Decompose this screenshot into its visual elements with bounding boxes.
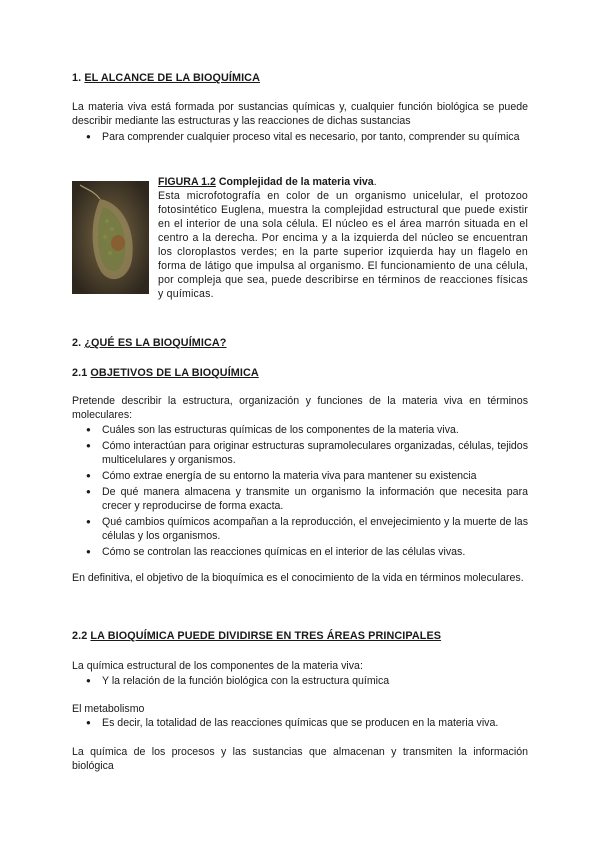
- section-title: ¿QUÉ ES LA BIOQUÍMICA?: [84, 337, 227, 349]
- area-3-text: La química de los procesos y las sustancias que almacenan y transmiten la información biológica: [72, 746, 528, 772]
- list-item: ● Es decir, la totalidad de las reacciones químicas que se producen en la materia viva.: [72, 716, 528, 730]
- euglena-micrograph-image: [72, 181, 149, 294]
- section-1-bullet-list: [72, 130, 528, 144]
- area-2-bullet-list: [72, 716, 528, 730]
- section-2-1-heading: [72, 366, 528, 380]
- list-item: ● Cómo interactúan para originar estructuras supramoleculares organizadas, células, tejidos multicelulares y organismos.: [72, 439, 528, 467]
- section-number: 2.: [72, 337, 82, 349]
- section-number: 2.1: [72, 367, 88, 379]
- list-item: ● Para comprender cualquier proceso vital es necesario, por tanto, comprender su química: [72, 130, 528, 144]
- figure-label: FIGURA 1.2: [158, 176, 216, 188]
- area-1-bullet-list: [72, 674, 528, 688]
- list-item: ● Cuáles son las estructuras químicas de los componentes de la materia viva.: [72, 423, 528, 437]
- section-2-1-conclusion: En definitiva, el objetivo de la bioquímica es el conocimiento de la vida en términos moleculares.: [72, 572, 524, 584]
- list-item: ● Cómo extrae energía de su entorno la materia viva para mantener su existencia: [72, 469, 528, 483]
- section-number: 2.2: [72, 630, 88, 642]
- section-2-heading: [72, 336, 528, 350]
- list-item: ● De qué manera almacena y transmite un organismo la información que necesita para crecer y reproducirse de forma exacta.: [72, 485, 528, 513]
- section-2-2-heading: [72, 629, 528, 643]
- euglena-micrograph-icon: [72, 181, 149, 294]
- section-1-heading: [72, 71, 528, 85]
- figure-title-text: Complejidad de la materia viva: [218, 176, 374, 188]
- section-title: LA BIOQUÍMICA PUEDE DIVIDIRSE EN TRES ÁREAS PRINCIPALES: [90, 630, 442, 642]
- figure-caption-block: [158, 175, 528, 301]
- figure-title: [158, 175, 528, 189]
- area-2-text: El metabolismo: [72, 703, 145, 715]
- figure-title-end: .: [373, 176, 377, 188]
- figure-caption: Esta microfotografía en color de un organismo unicelular, el protozoo fotosintético Euglena, muestra la complejidad estructural que puede existir en el interior de una sola célula. El núcleo es el área marrón situada en el centro a la derecha. Por encima y a la izquierda del núcleo se encuentran los cloroplastos verdes; en la parte superior izquierda hay un flagelo en forma de látigo que impulsa al organismo. El funcionamiento de una célula, por compleja que sea, puede describirse en términos de reacciones físicas y químicas.: [158, 190, 528, 300]
- list-item: ● Qué cambios químicos acompañan a la reproducción, el envejecimiento y la muerte de las células y los organismos.: [72, 515, 528, 543]
- area-1-text: La química estructural de los componentes de la materia viva:: [72, 660, 363, 672]
- section-title: EL ALCANCE DE LA BIOQUÍMICA: [84, 72, 260, 84]
- section-title: OBJETIVOS DE LA BIOQUÍMICA: [90, 367, 259, 379]
- section-2-1-bullet-list: [72, 423, 528, 559]
- section-1-paragraph: La materia viva está formada por sustancias químicas y, cualquier función biológica se puede describir mediante las estructuras y las reacciones de dichas sustancias: [72, 101, 528, 127]
- section-number: 1.: [72, 72, 82, 84]
- list-item: ● Cómo se controlan las reacciones químicas en el interior de las células vivas.: [72, 545, 528, 559]
- section-2-1-paragraph: Pretende describir la estructura, organización y funciones de la materia viva en términos moleculares:: [72, 395, 528, 421]
- list-item: ● Y la relación de la función biológica con la estructura química: [72, 674, 528, 688]
